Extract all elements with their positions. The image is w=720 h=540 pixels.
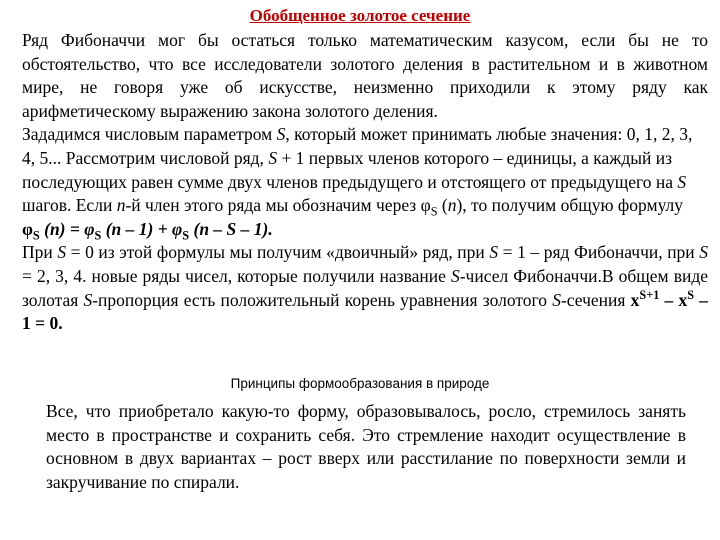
var-s: S (552, 289, 561, 310)
subscript-s: S (430, 204, 438, 219)
phi-symbol: φ (22, 218, 33, 239)
formula (22, 218, 708, 242)
paragraph-series (22, 241, 708, 335)
text-run: + 1 первых членов которого – единицы, а каждый из последующих равен сумме двух членов предыдущего и отстоящего от предыдущего на (22, 147, 678, 192)
text-run: = 2, 3, 4. новые ряды чисел, которые получили название (22, 265, 451, 286)
text-run: = 1 – ряд Фибоначчи, при (498, 242, 700, 263)
text-run: -й член этого ряда мы обозначим через φ (125, 195, 431, 216)
var-s: S (677, 171, 687, 192)
text-run: При (22, 242, 58, 263)
text-run: Зададимся числовым параметром (22, 124, 277, 145)
text-run: , который может принимать любые значения: 0, 1, 2, 3, 4, 5... Рассмотрим числовой ряд, (22, 124, 693, 168)
var-s: S (57, 242, 67, 263)
var-x: x (630, 289, 640, 310)
var-n: n (447, 195, 457, 216)
superscript: S+1 (639, 287, 660, 302)
var-s: S (276, 124, 286, 145)
form-principles-text (46, 400, 686, 494)
var-n: n (116, 195, 126, 216)
text-run: ), то получим общую формулу (456, 195, 684, 216)
section-subtitle: Принципы формообразования в природе (230, 376, 490, 391)
text-run: шагов. Если (22, 195, 117, 216)
var-s: S (450, 265, 460, 286)
text-run: -чисел Фибоначчи.В общем виде золотая (22, 265, 708, 310)
formula-part: (n – S – 1). (189, 218, 273, 239)
paragraph-intro: Ряд Фибоначчи мог бы остаться только математическим казусом, если бы не то обстоятельство, что все исследователи золотого деления в растительном и в животном мире, не говоря уже об искусстве, неизменно приходили к этому ряду как арифметическому выражению закона золотого деления. (22, 30, 708, 121)
text-run: – (659, 289, 679, 310)
text-run: -пропорция есть положительный корень уравнения золотого (92, 289, 553, 310)
formula-part: (n) = φ (39, 218, 95, 239)
page-title: Обобщенное золотое сечение (249, 6, 471, 25)
var-s: S (83, 289, 93, 310)
text-run: – 1 = 0. (22, 289, 708, 334)
superscript: S (687, 287, 695, 302)
paragraph-principles: Все, что приобретало какую-то форму, образовывалось, росло, стремилось занять место в пространстве и сохранить себя. Это стремление находит осуществление в основном в двух вариантах – рост вверх или расстилание по поверхности земли и закручивание по спирали. (46, 401, 686, 492)
var-s: S (489, 242, 499, 263)
paragraph-definition (22, 123, 708, 217)
text-run: -сечения (560, 289, 631, 310)
text-run: ( (437, 195, 448, 216)
formula-part: (n – 1) + φ (101, 218, 183, 239)
subscript-s: S (32, 228, 40, 243)
golden-section-text (22, 29, 708, 336)
var-s: S (699, 242, 708, 263)
var-s: S (268, 147, 278, 168)
subscript-s: S (94, 228, 102, 243)
var-x: x (678, 289, 688, 310)
subscript-s: S (182, 228, 190, 243)
text-run: = 0 из этой формулы мы получим «двоичный» ряд, при (66, 242, 490, 263)
